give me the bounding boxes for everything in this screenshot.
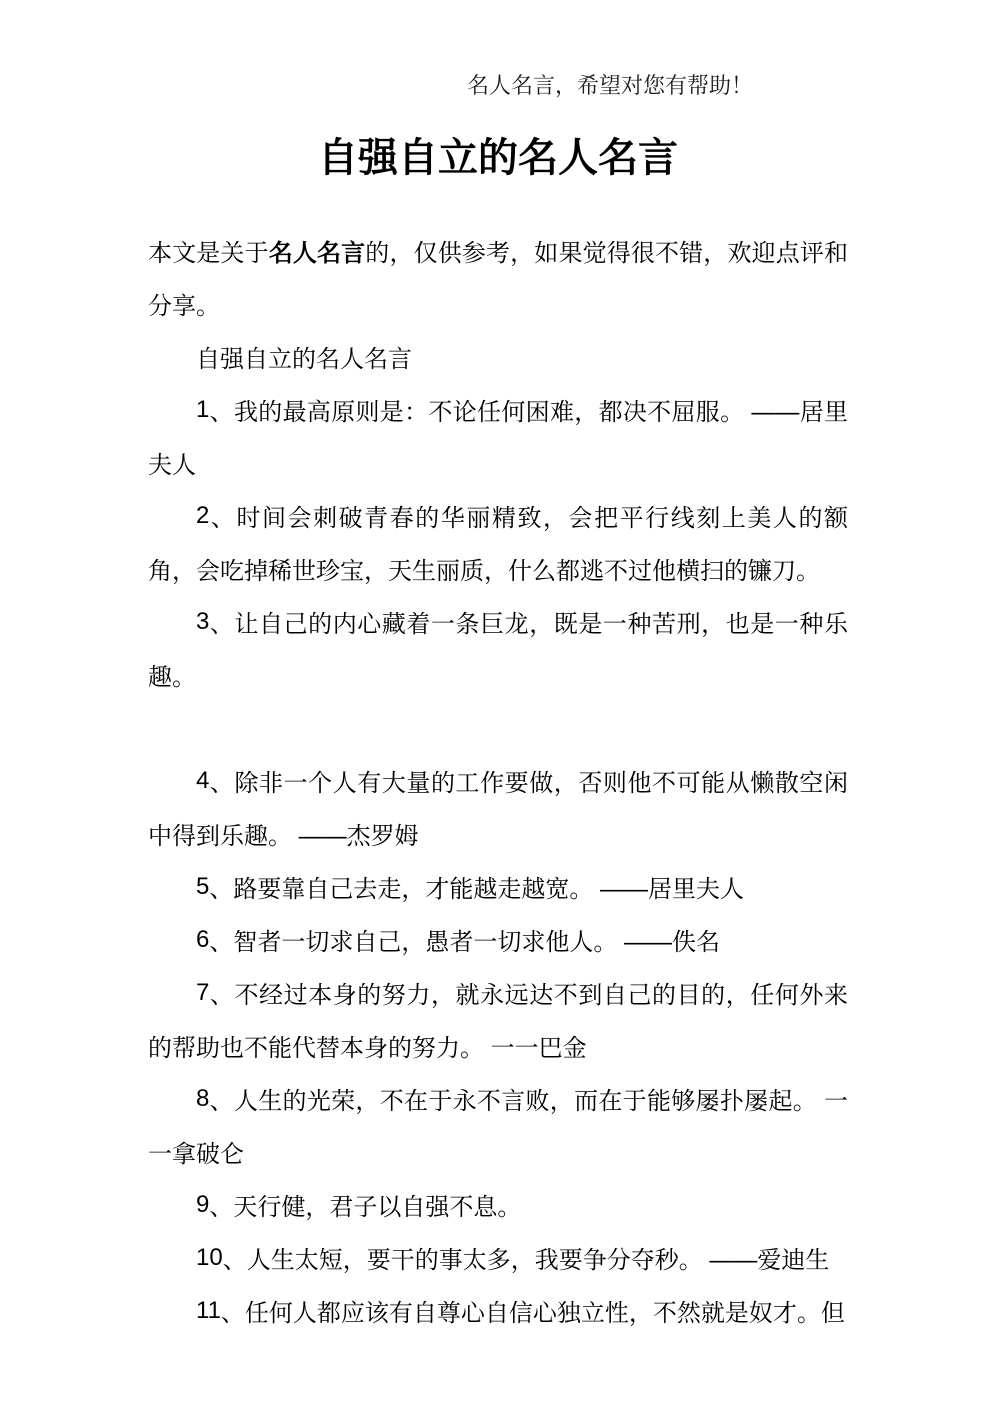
intro-text-pre: 本文是关于 — [148, 240, 269, 267]
document-body — [148, 134, 848, 1340]
quote-number: 5 — [196, 873, 210, 900]
quote-item-6 — [148, 916, 848, 969]
quote-item-7 — [148, 969, 848, 1075]
page-title: 自强自立的名人名言 — [318, 136, 678, 180]
intro-paragraph — [148, 227, 848, 333]
quote-number: 11 — [196, 1297, 221, 1324]
quote-item-10 — [148, 1234, 848, 1287]
quote-number: 1 — [196, 396, 210, 423]
quote-text: 、不经过本身的努力，就永远达不到自己的目的，任何外来的帮助也不能代替本身的努力。 一一巴金 — [148, 982, 848, 1062]
quote-number: 9 — [196, 1191, 210, 1218]
quote-item-11 — [148, 1287, 848, 1340]
quote-item-9 — [148, 1181, 848, 1234]
quote-text: 、路要靠自己去走，才能越走越宽。 ——居里夫人 — [209, 876, 745, 903]
quote-number: 2 — [196, 502, 210, 529]
quote-item-8 — [148, 1075, 848, 1181]
quote-item-4 — [148, 757, 848, 863]
quote-item-5 — [148, 863, 848, 916]
intro-text-bold: 名人名言 — [268, 240, 366, 267]
quote-text: 、让自己的内心藏着一条巨龙，既是一种苦刑，也是一种乐趣。 — [148, 611, 848, 691]
quote-text: 、人生太短，要干的事太多，我要争分夺秒。 ——爱迪生 — [222, 1247, 830, 1274]
quote-item-1 — [148, 386, 848, 492]
quote-text: 、天行健，君子以自强不息。 — [209, 1194, 522, 1221]
quote-text: 、时间会刺破青春的华丽精致，会把平行线刻上美人的额角，会吃掉稀世珍宝，天生丽质，什么都逃不过他横扫的镰刀。 — [148, 505, 848, 585]
blank-line — [148, 704, 848, 757]
quote-text: 、除非一个人有大量的工作要做，否则他不可能从懒散空闲中得到乐趣。 ——杰罗姆 — [148, 770, 848, 850]
quote-text: 、智者一切求自己，愚者一切求他人。 ——佚名 — [209, 929, 721, 956]
header-note: 名人名言，希望对您有帮助！ — [467, 73, 754, 98]
quote-number: 4 — [196, 767, 210, 794]
quote-number: 7 — [196, 979, 210, 1006]
quote-number: 6 — [196, 926, 210, 953]
quote-item-2 — [148, 492, 848, 598]
quote-text: 、我的最高原则是：不论任何困难，都决不屈服。 ——居里夫人 — [148, 399, 848, 479]
quote-text: 、任何人都应该有自尊心自信心独立性，不然就是奴才。但 — [220, 1300, 845, 1327]
subheading: 自强自立的名人名言 — [196, 346, 412, 373]
quote-number: 10 — [196, 1244, 223, 1271]
intro-text-post: 的，仅供参考，如果觉得很不错，欢迎点评和分享。 — [148, 240, 849, 320]
quote-item-3 — [148, 598, 848, 704]
quote-number: 3 — [196, 608, 210, 635]
quote-text: 、人生的光荣，不在于永不言败，而在于能够屡扑屡起。 一一拿破仑 — [148, 1088, 848, 1168]
quote-number: 8 — [196, 1085, 210, 1112]
